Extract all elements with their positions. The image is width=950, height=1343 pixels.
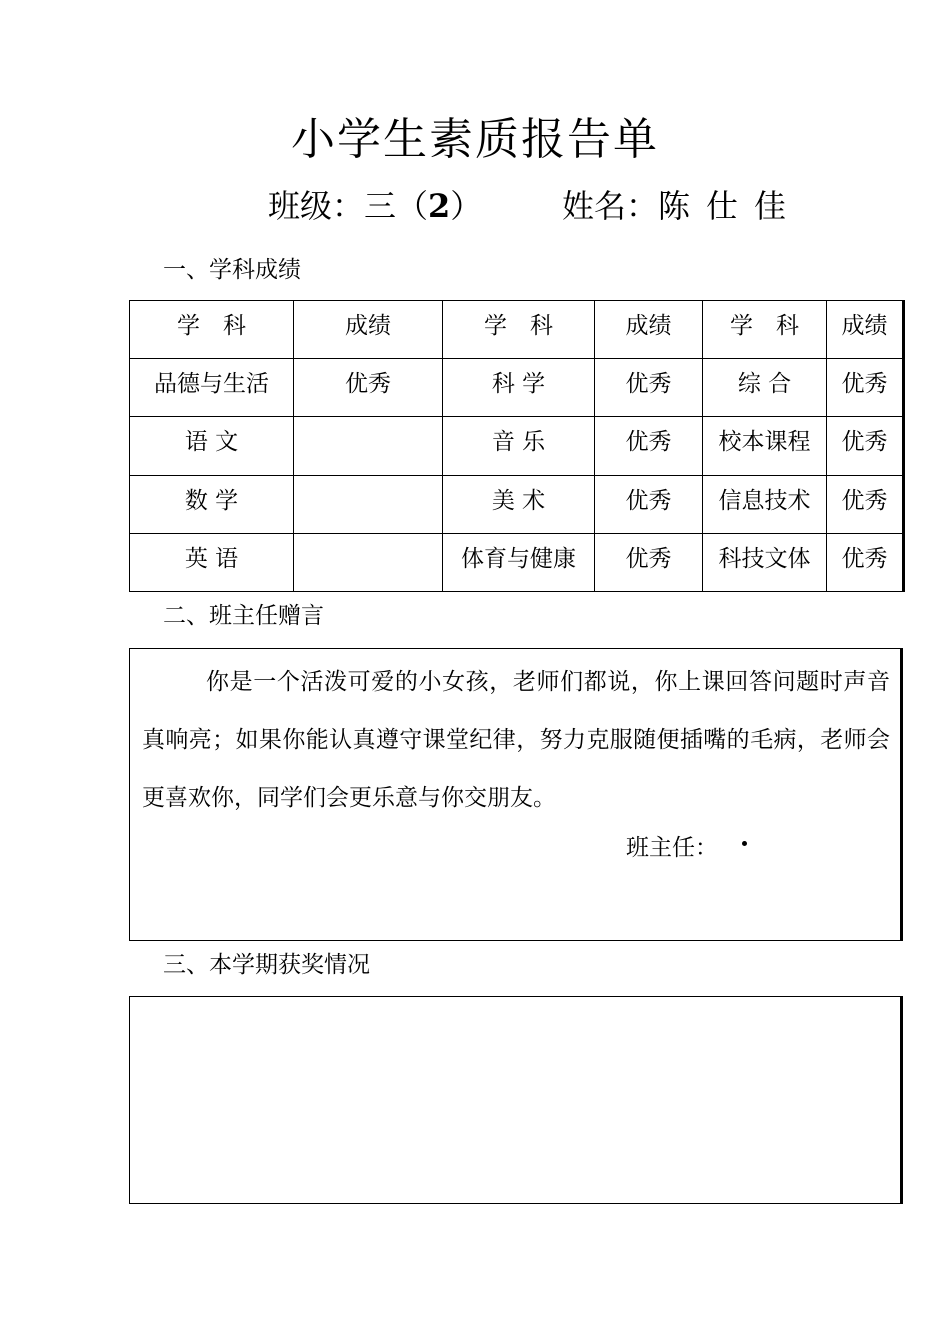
subject-cell: 品德与生活 — [130, 359, 294, 417]
class-close: ） — [450, 187, 483, 225]
grade-cell: 优秀 — [827, 475, 904, 533]
header-cell: 成绩 — [294, 301, 443, 359]
subject-cell: 音 乐 — [443, 417, 595, 475]
grade-cell: 优秀 — [827, 359, 904, 417]
grade-cell: 优秀 — [595, 475, 703, 533]
table-row — [130, 475, 904, 533]
student-name: 陈仕佳 — [658, 187, 803, 225]
teacher-comment-box — [129, 648, 903, 941]
subject-cell: 英 语 — [130, 533, 294, 591]
header-cell: 学 科 — [703, 301, 827, 359]
awards-box — [129, 996, 903, 1204]
grade-cell: 优秀 — [827, 417, 904, 475]
grade-cell — [294, 533, 443, 591]
subject-cell: 科技文体 — [703, 533, 827, 591]
teacher-comment-text: 你是一个活泼可爱的小女孩，老师们都说，你上课回答问题时声音真响亮；如果你能认真遵守课堂纪律，努力克服随便插嘴的毛病，老师会更喜欢你，同学们会更乐意与你交朋友。 — [142, 669, 890, 811]
table-row — [130, 417, 904, 475]
student-name-info — [562, 186, 802, 226]
teacher-signature-label: 班主任： — [626, 835, 718, 861]
table-row — [130, 359, 904, 417]
grade-cell: 优秀 — [595, 533, 703, 591]
comment-heading: 二、班主任赠言 — [163, 603, 324, 629]
header-cell: 成绩 — [827, 301, 904, 359]
grades-heading: 一、学科成绩 — [163, 257, 301, 283]
class-info — [268, 186, 482, 226]
header-cell: 学 科 — [443, 301, 595, 359]
subject-cell: 信息技术 — [703, 475, 827, 533]
grade-cell — [294, 417, 443, 475]
grade-cell: 优秀 — [827, 533, 904, 591]
page-title: 小学生素质报告单 — [291, 114, 659, 165]
header-cell: 学 科 — [130, 301, 294, 359]
awards-heading: 三、本学期获奖情况 — [163, 952, 370, 978]
subject-cell: 美 术 — [443, 475, 595, 533]
table-header-row — [130, 301, 904, 359]
grades-table — [129, 300, 905, 592]
subject-cell: 综 合 — [703, 359, 827, 417]
subject-cell: 语 文 — [130, 417, 294, 475]
grade-cell — [294, 475, 443, 533]
header-cell: 成绩 — [595, 301, 703, 359]
subject-cell: 科 学 — [443, 359, 595, 417]
name-label: 姓名： — [562, 187, 659, 225]
signature-dot — [742, 841, 747, 846]
grade-cell: 优秀 — [294, 359, 443, 417]
table-row — [130, 533, 904, 591]
subject-cell: 校本课程 — [703, 417, 827, 475]
class-number: 2 — [428, 187, 451, 225]
subject-cell: 数 学 — [130, 475, 294, 533]
class-label: 班级：三（ — [268, 187, 429, 225]
subject-cell: 体育与健康 — [443, 533, 595, 591]
grade-cell: 优秀 — [595, 359, 703, 417]
grade-cell: 优秀 — [595, 417, 703, 475]
